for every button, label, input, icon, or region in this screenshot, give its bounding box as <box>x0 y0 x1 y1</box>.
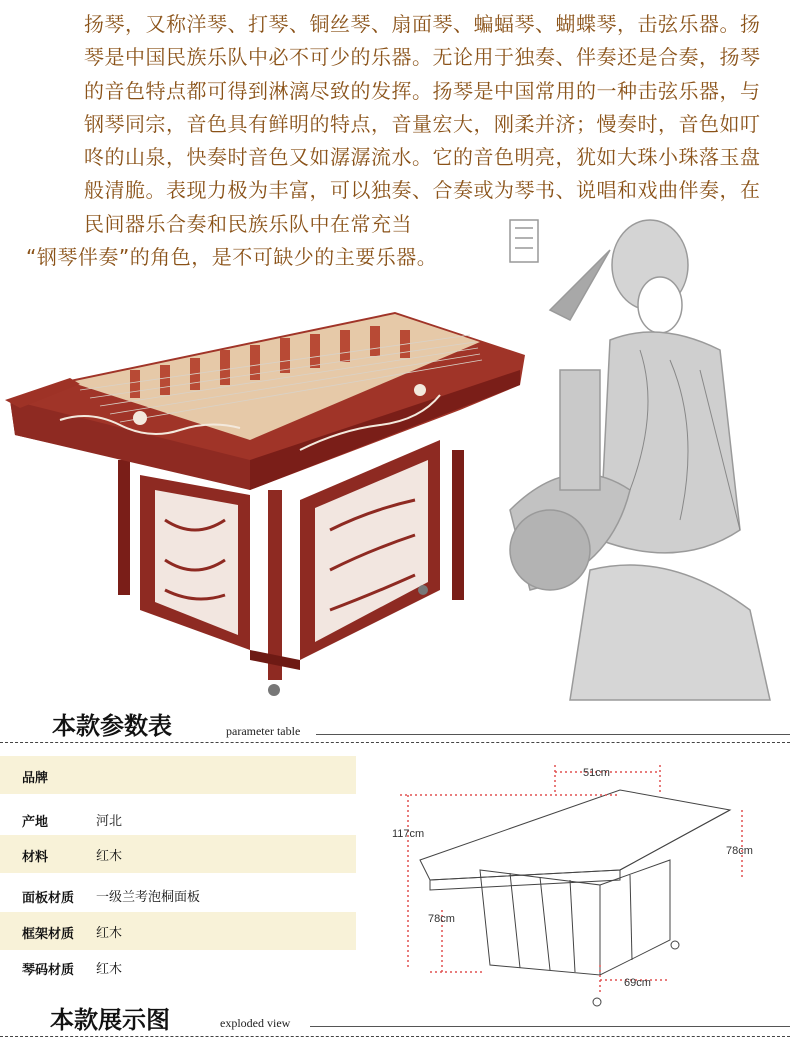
intro-paragraph-2: “钢琴伴奏”的角色，是不可缺少的主要乐器。 <box>26 245 438 270</box>
display-title-underline <box>310 1026 790 1027</box>
display-divider <box>0 1036 790 1037</box>
param-label: 面板材质 <box>22 891 75 906</box>
dim-side-depth: 78cm <box>726 845 753 857</box>
param-row-frame <box>0 912 356 950</box>
param-label: 材料 <box>22 850 49 865</box>
param-label: 产地 <box>22 815 49 830</box>
param-label: 框架材质 <box>22 927 75 942</box>
param-divider <box>0 742 790 743</box>
param-row-bridge <box>0 948 356 986</box>
dim-base-width: 69cm <box>624 977 651 989</box>
dim-leg-height: 78cm <box>428 913 455 925</box>
param-section-title: 本款参数表 <box>52 711 172 740</box>
param-row-origin <box>0 800 356 838</box>
param-label: 琴码材质 <box>22 963 75 978</box>
param-value: 红木 <box>96 962 123 977</box>
traditional-lady-illustration <box>490 210 790 710</box>
param-title-underline <box>316 734 790 735</box>
param-row-panel <box>0 876 356 914</box>
intro-paragraph-1: 扬琴，又称洋琴、打琴、铜丝琴、扇面琴、蝙蝠琴、蝴蝶琴，击弦乐器。扬琴是中国民族乐队中必不可少的乐器。无论用于独奏、伴奏还是合奏，扬琴的音色特点都可得到淋漓尽致的发挥。扬琴是中国常用的一种击弦乐器，与钢琴同宗，音色具有鲜明的特点，音量宏大，刚柔并济；慢奏时，音色如叮咚的山泉，快奏时音色又如潺潺流水。它的音色明亮，犹如大珠小珠落玉盘般清脆。表现力极为丰富，可以独奏、合奏或为琴书、说唱和戏曲伴奏，在民间器乐合奏和民族乐队中在常充当 <box>84 12 761 236</box>
dimension-diagram <box>370 750 790 1010</box>
display-section-title: 本款展示图 <box>50 1005 170 1034</box>
display-section-subtitle: exploded view <box>220 1016 291 1030</box>
param-value: 河北 <box>96 814 123 829</box>
param-value: 红木 <box>96 849 123 864</box>
param-section-subtitle: parameter table <box>226 724 301 738</box>
param-row-brand <box>0 756 356 794</box>
param-value: 一级兰考泡桐面板 <box>96 890 201 905</box>
param-row-material <box>0 835 356 873</box>
dim-top-width: 51cm <box>583 767 610 779</box>
param-label: 品牌 <box>22 771 49 786</box>
yangqin-product-image <box>0 290 530 710</box>
param-value: 红木 <box>96 926 123 941</box>
dim-total-height: 117cm <box>392 828 425 840</box>
